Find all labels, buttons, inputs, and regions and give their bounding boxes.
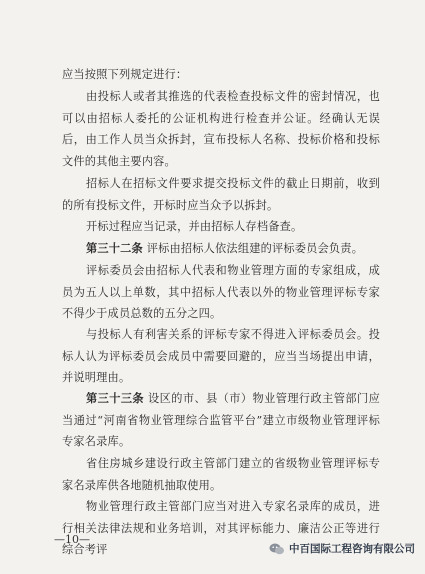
paragraph-7: 与投标人有利害关系的评标专家不得进入评标委员会。投标人认为评标委员会成员中需要回避的，应当当场提出申请，并说明理由。 bbox=[62, 328, 380, 385]
article-32-heading: 第三十二条 评标由招标人依法组建的评标委员会负责。 bbox=[86, 241, 364, 255]
paragraph-6: 评标委员会由招标人代表和物业管理方面的专家组成，成员为五人以上单数，其中招标人代表以外的物业管理评标专家不得少于成员总数的五分之四。 bbox=[62, 264, 380, 321]
article-number: 第三十二条 bbox=[86, 241, 143, 255]
paragraph-4: 开标过程应当记录，并由招标人存档备查。 bbox=[86, 220, 303, 233]
article-33-heading: 第三十三条 设区的市、县（市）物业管理行政主管部门应当通过“河南省物业管理综合监管平台”建立市级物业管理评标专家名录库。 bbox=[62, 391, 380, 449]
paragraph-1: 应当按照下列规定进行： bbox=[62, 68, 188, 81]
article-number: 第三十三条 bbox=[86, 391, 145, 405]
page-number: —10— bbox=[54, 533, 90, 546]
paragraph-9: 省住房城乡建设行政主管部门建立的省级物业管理评标专家名录库供各地随机抽取使用。 bbox=[62, 457, 380, 492]
watermark-text: 中百国际工程咨询有限公司 bbox=[289, 543, 415, 555]
watermark bbox=[269, 541, 415, 556]
paragraph-10: 物业管理行政主管部门应当对进入专家名录库的成员，进行相关法律法规和业务培训，对其评标能力、廉洁公正等进行综合考评 bbox=[62, 500, 380, 557]
wechat-icon bbox=[269, 542, 285, 556]
paragraph-2: 由投标人或者其推选的代表检查投标文件的密封情况，也可以由招标人委托的公证机构进行检查并公证。经确认无误后，由工作人员当众拆封，宣布投标人名称、投标价格和投标文件的其他主要内容。 bbox=[62, 90, 380, 168]
paragraph-3: 招标人在招标文件要求提交投标文件的截止日期前，收到的所有投标文件，开标时应当众予以拆封。 bbox=[62, 177, 380, 212]
